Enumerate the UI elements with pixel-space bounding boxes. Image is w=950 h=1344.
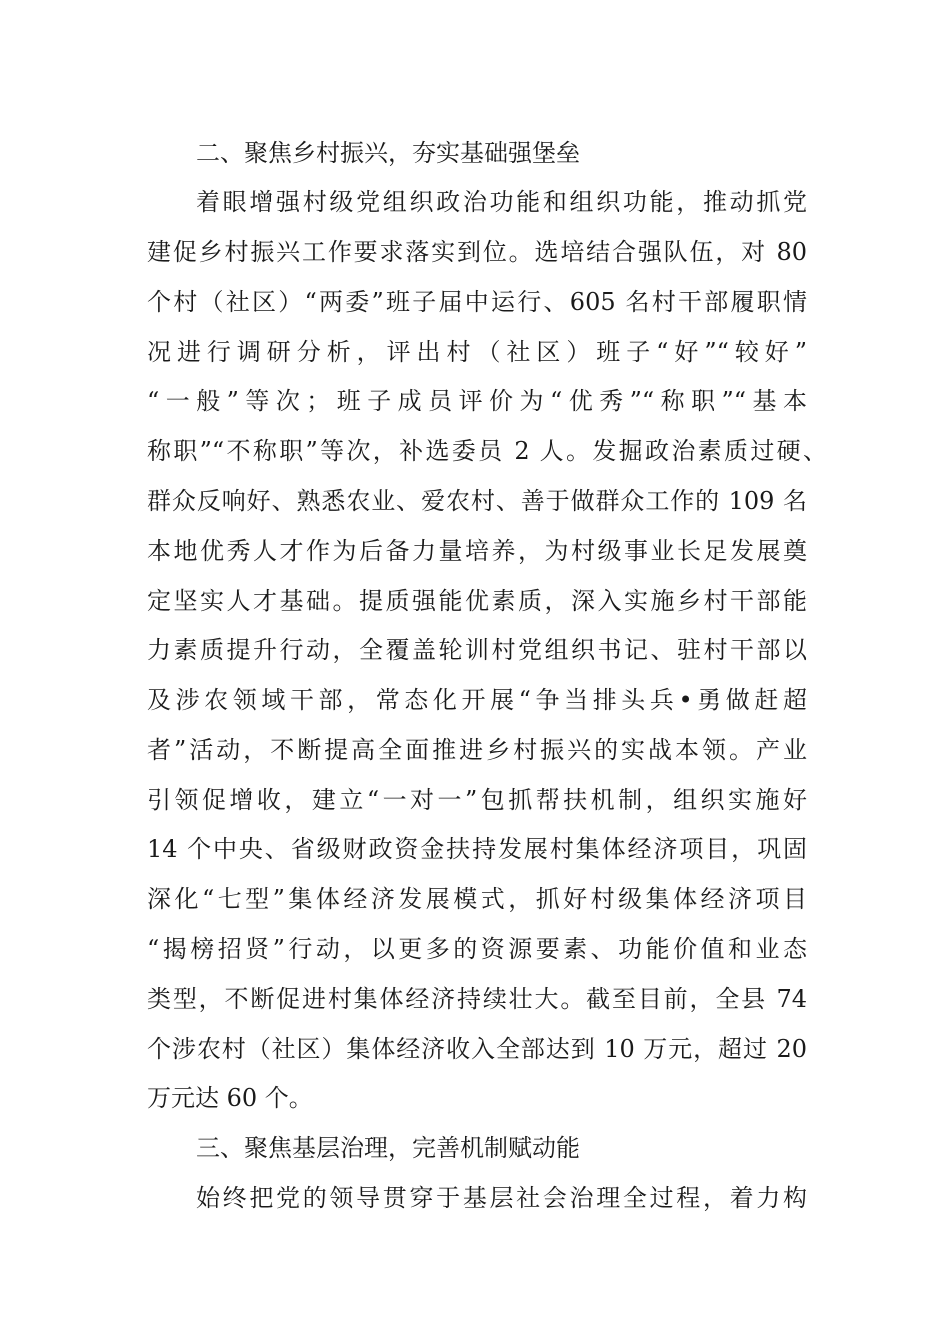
paragraph-line: 个村（社区）“两委”班子届中运行、605 名村干部履职情 [147, 288, 807, 316]
paragraph-line-last: 万元达 60 个。 [147, 1084, 313, 1112]
paragraph-line: 及涉农领域干部，常态化开展“争当排头兵•勇做赶超 [147, 686, 807, 714]
paragraph-line: 深化“七型”集体经济发展模式，抓好村级集体经济项目 [147, 885, 807, 913]
paragraph-line: 力素质提升行动，全覆盖轮训村党组织书记、驻村干部以 [147, 636, 807, 664]
paragraph-line: 本地优秀人才作为后备力量培养，为村级事业长足发展奠 [147, 537, 807, 565]
paragraph-line: 始终把党的领导贯穿于基层社会治理全过程，着力构 [196, 1184, 807, 1212]
paragraph-line: 建促乡村振兴工作要求落实到位。选培结合强队伍，对 80 [147, 238, 807, 266]
paragraph-line: “揭榜招贤”行动，以更多的资源要素、功能价值和业态 [147, 935, 807, 963]
paragraph-line: 个涉农村（社区）集体经济收入全部达到 10 万元，超过 20 [147, 1035, 807, 1063]
paragraph-line: 着眼增强村级党组织政治功能和组织功能，推动抓党 [196, 188, 807, 216]
paragraph-line: 者”活动，不断提高全面推进乡村振兴的实战本领。产业 [147, 736, 807, 764]
section-heading-3: 三、聚焦基层治理，完善机制赋动能 [196, 1134, 580, 1162]
paragraph-line: “一般”等次；班子成员评价为“优秀”“称职”“基本 [147, 387, 807, 415]
paragraph-line: 况进行调研分析，评出村（社区）班子“好”“较好” [147, 338, 807, 366]
section-heading-2: 二、聚焦乡村振兴，夯实基础强堡垒 [196, 139, 580, 167]
paragraph-line: 称职”“不称职”等次，补选委员 2 人。发掘政治素质过硬、 [147, 437, 827, 465]
paragraph-line: 类型，不断促进村集体经济持续壮大。截至目前，全县 74 [147, 985, 807, 1013]
paragraph-line: 14 个中央、省级财政资金扶持发展村集体经济项目，巩固 [147, 835, 807, 863]
paragraph-line: 群众反响好、熟悉农业、爱农村、善于做群众工作的 109 名 [147, 487, 807, 515]
paragraph-line: 引领促增收，建立“一对一”包抓帮扶机制，组织实施好 [147, 786, 807, 814]
paragraph-line: 定坚实人才基础。提质强能优素质，深入实施乡村干部能 [147, 587, 807, 615]
